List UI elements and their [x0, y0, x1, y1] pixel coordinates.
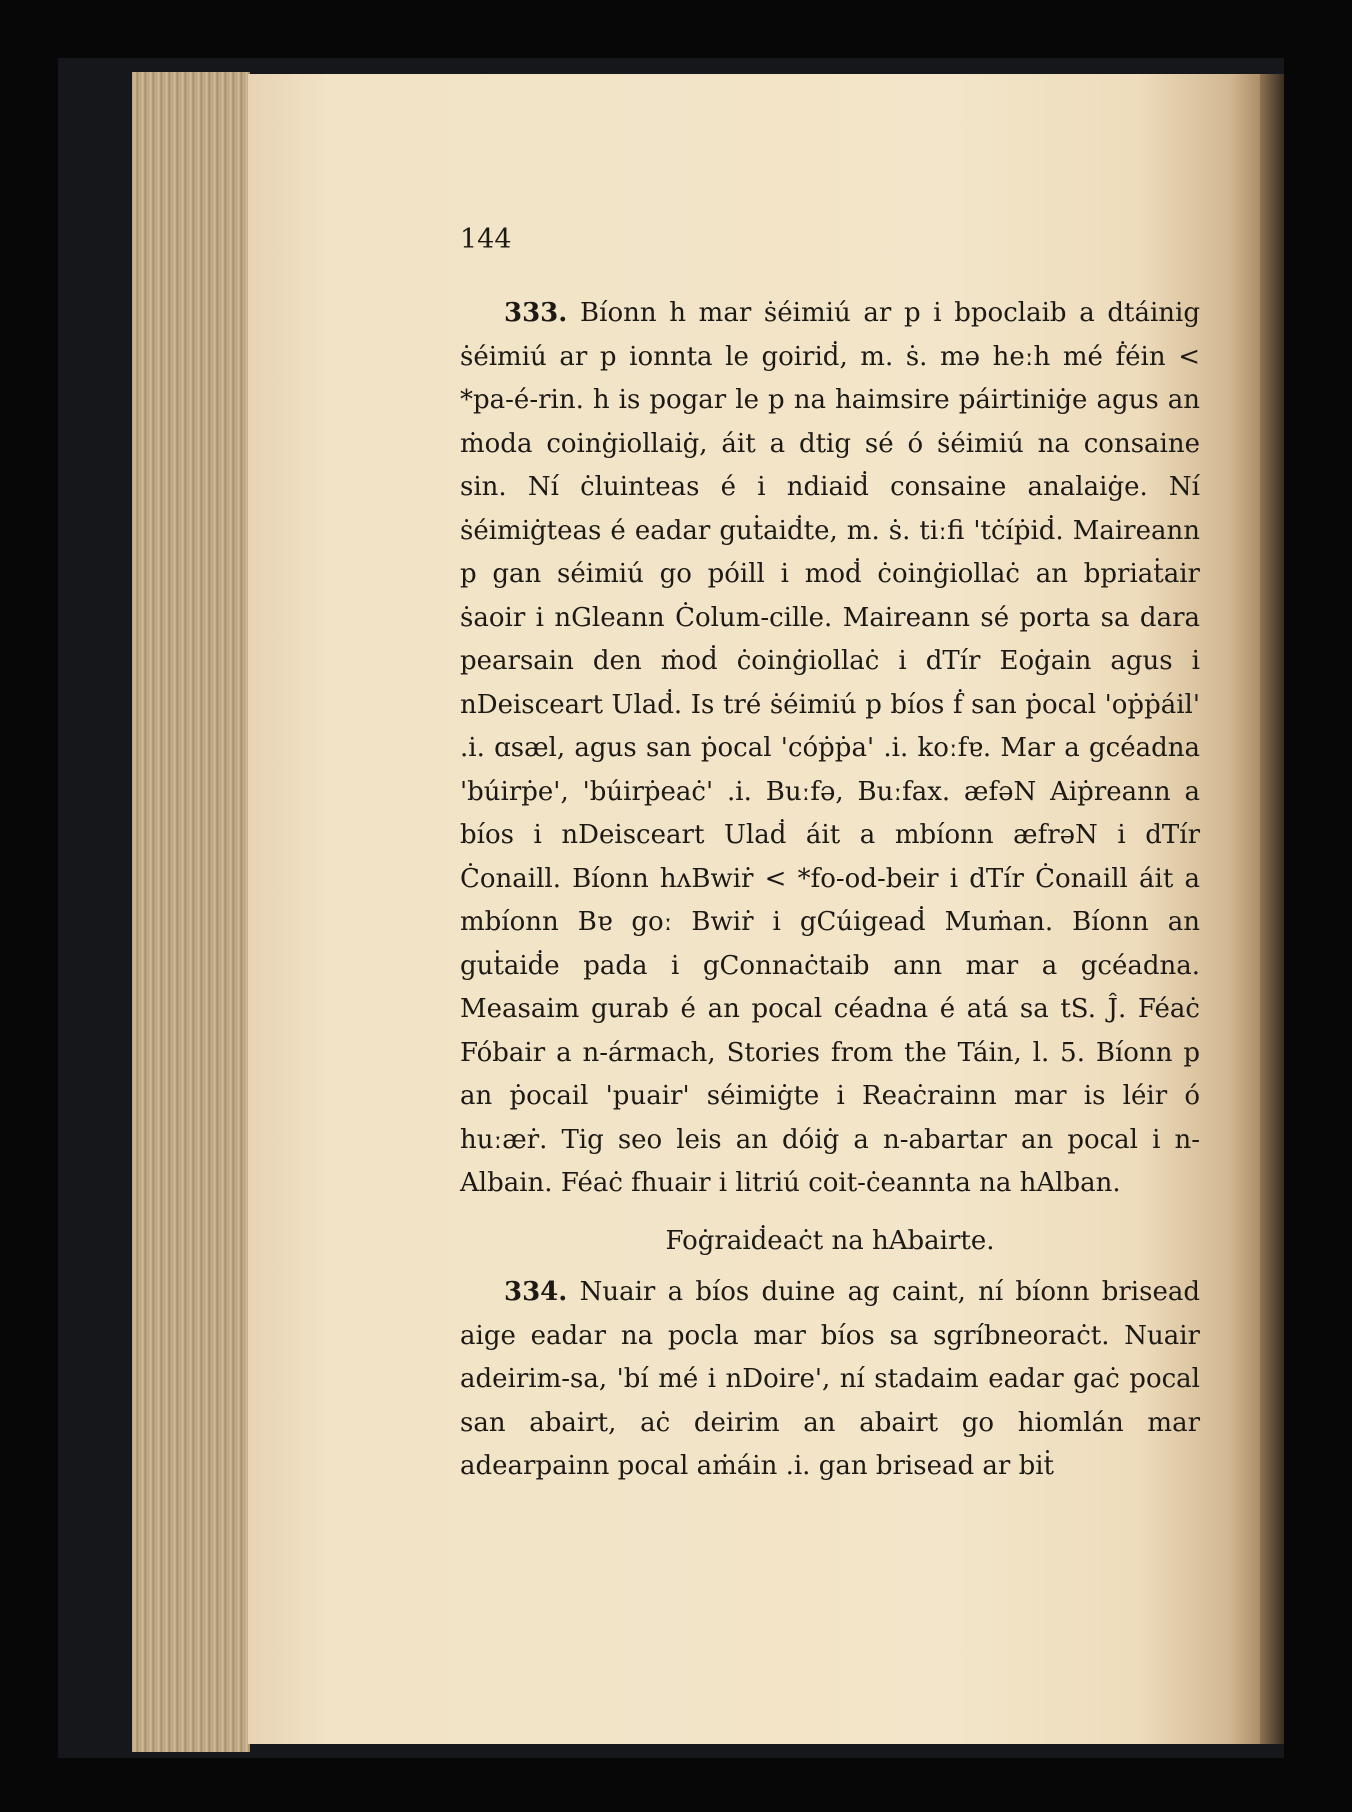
paragraph-334 [460, 1271, 1200, 1489]
paragraph-text: Bíonn h mar ṡéimiú ar p i bpoclaib a dtáinig ṡéimiú ar p ionnta le goiriḋ, m. ṡ. mə heːh mé ḟéin < *pa-é-rin. h is pogar le p na haimsire páirtiniġe agus an ṁoda coinġiollaiġ, áit a dtig sé ó ṡéimiú na consaine sin. Ní ċluinteas é i ndiaiḋ consaine analaiġe. Ní ṡéimiġteas é eadar guṫaiḋte, m. ṡ. tiːfi 'tċíṗiḋ. Maireann p gan séimiú go póill i moḋ ċoinġiollaċ an bpriaṫair ṡaoir i nGleann Ċolum-cille. Maireann sé porta sa dara pearsain den ṁoḋ ċoinġiollaċ i dTír Eoġain agus i nDeisceart Ulaḋ. Is tré ṡéimiú p bíos ḟ san ṗocal 'oṗṗáil' .i. ɑsæl, agus san ṗocal 'cóṗṗa' .i. koːfɐ. Mar a gcéadna 'búirṗe', 'búirṗeaċ' .i. Buːfə, Buːfax. æfəN Aiṗreann a bíos i nDeisceart Ulaḋ áit a mbíonn æfrəN i dTír Ċonaill. Bíonn hʌBwiṙ < *fo-od-beir i dTír Ċonaill áit a mbíonn Bɐ goː Bwiṙ i gCúigeaḋ Muṁan. Bíonn an guṫaiḋe pada i gConnaċtaib ann mar a gcéadna. Measaim gurab é an pocal céadna é atá sa tS. Ĵ. Féaċ Fóbair a n-ármach, Stories from the Táin, l. 5. Bíonn p an ṗocail 'puair' séimiġte i Reaċrainn mar is léir ó huːæṙ. Tig seo leis an dóiġ a n-abartar an pocal i n-Albain. Féaċ fhuair i litriú coit-ċeannta na hAlban. [460, 298, 1201, 1198]
page-number: 144 [460, 224, 512, 255]
paragraph-number: 333. [504, 298, 568, 328]
paragraph-333 [460, 292, 1200, 1206]
paragraph-number: 334. [504, 1277, 568, 1307]
paragraph-text: Nuair a bíos duine ag caint, ní bíonn brisead aige eadar na pocla mar bíos sa sgríbneoraċt. Nuair adeirim-sa, 'bí mé i nDoire', ní stadaim eadar gaċ pocal san abairt, aċ deirim an abairt go hiomlán mar adearpainn pocal aṁáin .i. gan brisead ar biṫ [460, 1277, 1200, 1481]
book-gutter [1260, 74, 1284, 1744]
page-edges [132, 72, 250, 1752]
section-heading: Foġraiḋeaċt na hAbairte. [665, 1226, 995, 1256]
